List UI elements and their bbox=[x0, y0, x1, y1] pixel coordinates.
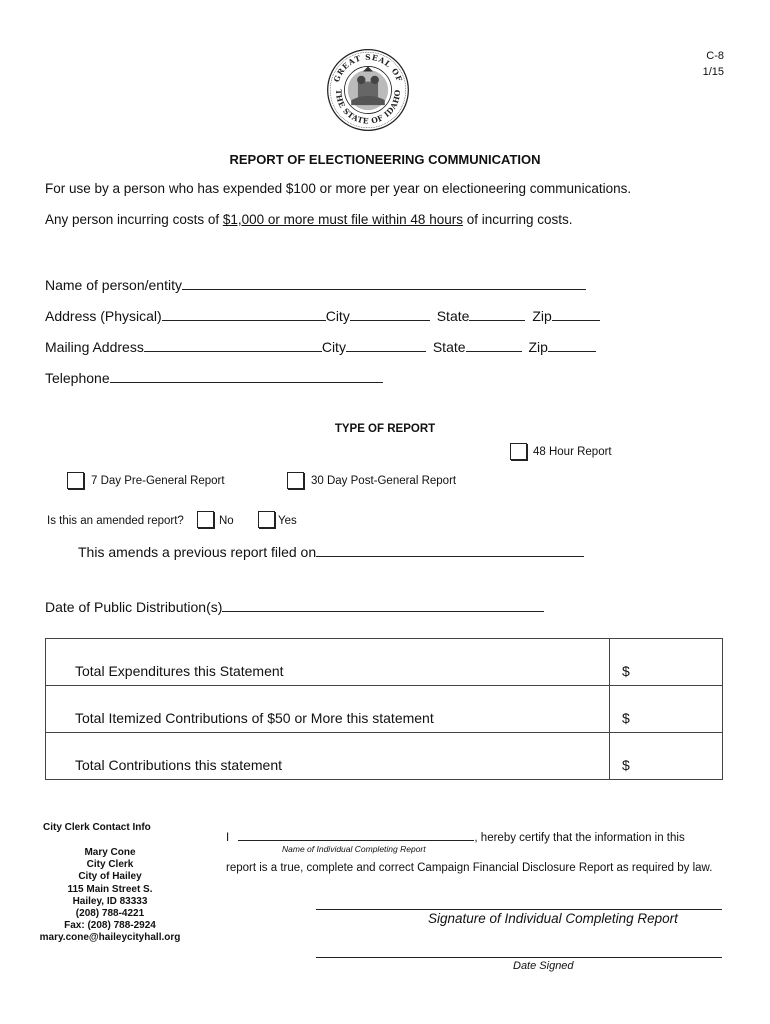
form-code-number: C-8 bbox=[706, 50, 724, 62]
mailing-zip-label: Zip bbox=[528, 339, 548, 355]
post-general-checkbox[interactable] bbox=[287, 472, 304, 489]
amended-yes-label: Yes bbox=[278, 515, 297, 527]
totals-label: Total Itemized Contributions of $50 or More this statement bbox=[46, 686, 610, 733]
intro-line-2 bbox=[45, 212, 573, 227]
clerk-contact-block bbox=[30, 847, 190, 945]
intro-line-2-pre: Any person incurring costs of bbox=[45, 212, 223, 227]
pre-general-label: 7 Day Pre-General Report bbox=[91, 475, 225, 487]
totals-amount-field[interactable]: $ bbox=[610, 733, 723, 780]
form-code bbox=[703, 48, 724, 80]
clerk-title: City Clerk bbox=[86, 859, 134, 871]
hour48-checkbox[interactable] bbox=[510, 443, 527, 460]
clerk-city-state-zip: Hailey, ID 83333 bbox=[72, 895, 148, 907]
intro-line-1: For use by a person who has expended $100 or more per year on electioneering communications. bbox=[45, 181, 632, 196]
clerk-name: Mary Cone bbox=[84, 847, 136, 858]
intro-line-2-post: of incurring costs. bbox=[462, 212, 573, 227]
amended-question: Is this an amended report? bbox=[47, 515, 184, 527]
form-title: REPORT OF ELECTIONEERING COMMUNICATION bbox=[229, 152, 541, 167]
totals-row-itemized bbox=[46, 686, 723, 733]
mailing-address-field[interactable] bbox=[45, 338, 596, 355]
amended-yes-checkbox[interactable] bbox=[258, 511, 275, 528]
certifier-name-caption: Name of Individual Completing Report bbox=[282, 844, 426, 854]
clerk-email[interactable]: mary.cone@haileycityhall.org bbox=[39, 932, 181, 944]
amended-no-label: No bbox=[219, 515, 234, 527]
seal-top-text: GREAT SEAL OF bbox=[331, 52, 405, 84]
address-physical-zip-label: Zip bbox=[532, 308, 552, 324]
telephone-field[interactable] bbox=[45, 369, 383, 386]
form-code-date: 1/15 bbox=[702, 66, 724, 78]
signature-field[interactable] bbox=[316, 909, 722, 910]
post-general-label: 30 Day Post-General Report bbox=[311, 475, 457, 487]
intro-line-2-underlined: $1,000 or more must file within 48 hours bbox=[222, 212, 463, 227]
totals-amount-field[interactable]: $ bbox=[610, 639, 723, 686]
mailing-city-label: City bbox=[321, 339, 346, 355]
mailing-state-label: State bbox=[432, 339, 466, 355]
certification-prefix: I bbox=[226, 832, 230, 844]
pre-general-checkbox[interactable] bbox=[67, 472, 84, 489]
totals-amount-field[interactable]: $ bbox=[610, 686, 723, 733]
address-physical-state-label: State bbox=[436, 308, 470, 324]
totals-table bbox=[45, 638, 723, 780]
totals-label: Total Expenditures this Statement bbox=[46, 639, 610, 686]
address-physical-label: Address (Physical) bbox=[45, 308, 162, 324]
totals-row-contributions bbox=[46, 733, 723, 780]
amends-previous-field[interactable] bbox=[78, 543, 584, 560]
distribution-date-field[interactable] bbox=[45, 598, 544, 615]
clerk-street: 115 Main Street S. bbox=[67, 883, 153, 895]
clerk-phone: (208) 788-4221 bbox=[75, 908, 145, 920]
date-signed-field[interactable] bbox=[316, 957, 722, 958]
state-seal-icon bbox=[326, 48, 410, 132]
hour48-label: 48 Hour Report bbox=[533, 446, 612, 458]
certification-line-2: report is a true, complete and correct Campaign Financial Disclosure Report as required by law. bbox=[226, 862, 713, 874]
certification-line-1 bbox=[226, 830, 685, 844]
name-field[interactable] bbox=[45, 276, 586, 293]
address-physical-city-label: City bbox=[325, 308, 350, 324]
totals-row-expenditures bbox=[46, 639, 723, 686]
name-label: Name of person/entity bbox=[45, 277, 182, 293]
clerk-heading: City Clerk Contact Info bbox=[43, 822, 151, 833]
amended-no-checkbox[interactable] bbox=[197, 511, 214, 528]
date-signed-caption: Date Signed bbox=[513, 960, 574, 972]
certification-suffix: , hereby certify that the information in this bbox=[474, 832, 685, 844]
clerk-org: City of Hailey bbox=[78, 871, 142, 883]
amends-previous-label: This amends a previous report filed on bbox=[78, 544, 317, 560]
signature-caption: Signature of Individual Completing Report bbox=[428, 911, 678, 926]
certifier-name-field[interactable] bbox=[238, 830, 474, 841]
telephone-label: Telephone bbox=[45, 370, 110, 386]
mailing-address-label: Mailing Address bbox=[45, 339, 144, 355]
report-type-heading: TYPE OF REPORT bbox=[334, 423, 436, 435]
totals-label: Total Contributions this statement bbox=[46, 733, 610, 780]
distribution-date-label: Date of Public Distribution(s) bbox=[45, 599, 223, 615]
clerk-fax: Fax: (208) 788-2924 bbox=[64, 920, 156, 932]
seal-bottom-text: THE STATE OF IDAHO bbox=[334, 89, 403, 126]
address-physical-field[interactable] bbox=[45, 307, 600, 324]
